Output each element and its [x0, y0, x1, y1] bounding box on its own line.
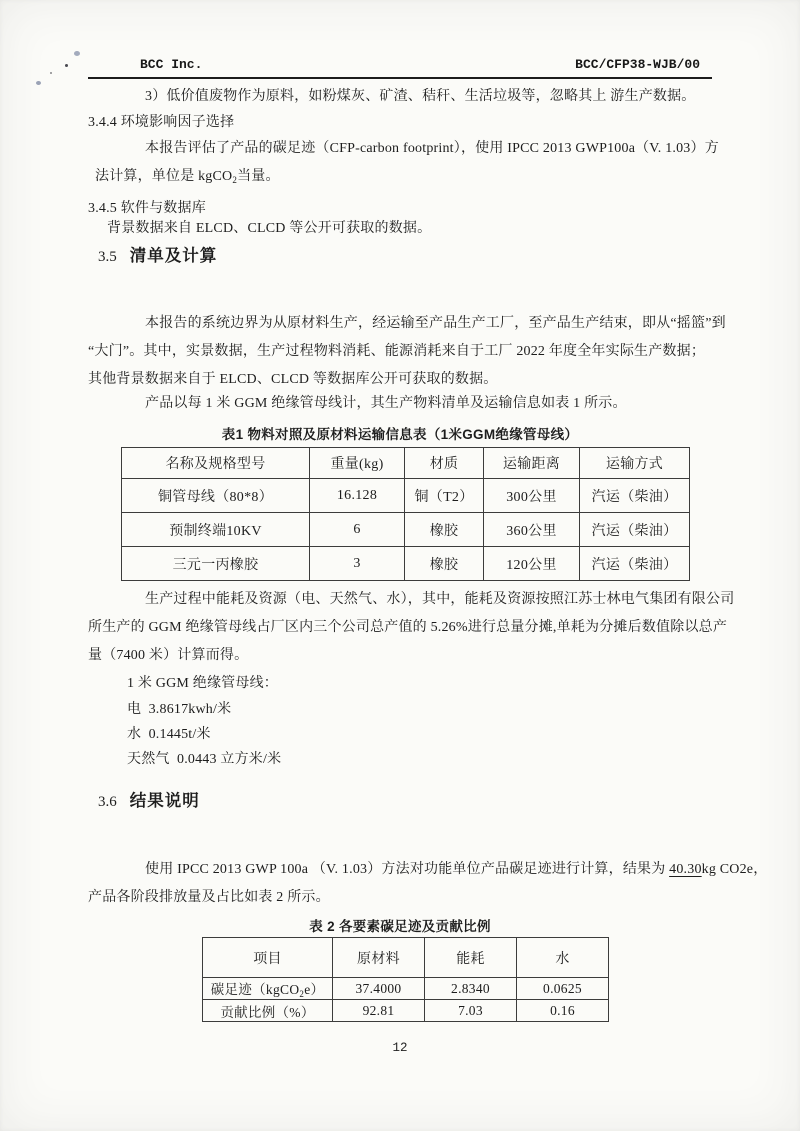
- table2-header-raw-material: 原材料: [333, 938, 425, 978]
- table-cell: 汽运（柴油）: [580, 513, 690, 547]
- table-cell: 汽运（柴油）: [580, 479, 690, 513]
- table-cell: 92.81: [333, 1000, 425, 1022]
- table-cell: 360公里: [484, 513, 580, 547]
- section-number: 3.5: [98, 249, 117, 265]
- section-35-paragraph-line1: 本报告的系统边界为从原材料生产，经运输至产品生产工厂，至产品生产结束，即从“摇篮”到: [145, 316, 726, 331]
- table-row-footprint: [203, 978, 609, 1000]
- table2-header-energy: 能耗: [425, 938, 517, 978]
- section-344-paragraph-line2: [95, 168, 280, 186]
- table-row: [122, 479, 690, 513]
- result-value-underlined: 40.30: [669, 862, 702, 877]
- table-cell: 16.128: [310, 479, 405, 513]
- electricity-line: 电 3.8617kwh/米: [127, 702, 232, 717]
- header-rule: [88, 77, 712, 79]
- section-36-heading: [98, 791, 200, 812]
- text-segment: 法计算，单位是 kgCO: [95, 169, 233, 184]
- table-cell: 6: [310, 513, 405, 547]
- table-cell: 300公里: [484, 479, 580, 513]
- text-segment: 碳足迹（kgCO: [210, 982, 300, 997]
- section-345-heading: 3.4.5 软件与数据库: [88, 201, 206, 216]
- table1-header-name: 名称及规格型号: [122, 448, 310, 479]
- table-cell: 汽运（柴油）: [580, 547, 690, 581]
- table-header-row: [203, 938, 609, 978]
- scan-speck: [50, 72, 52, 74]
- table2-header-water: 水: [517, 938, 609, 978]
- natural-gas-line: 天然气 0.0443 立方米/米: [127, 752, 282, 767]
- table-row-contribution: [203, 1000, 609, 1022]
- table-cell: 橡胶: [405, 513, 484, 547]
- table-cell: 0.16: [517, 1000, 609, 1022]
- section-36-paragraph-line2: 产品各阶段排放量及占比如表 2 所示。: [88, 890, 330, 905]
- energy-paragraph-line2: 所生产的 GGM 绝缘管母线占厂区内三个公司总产值的 5.26%进行总量分摊,单耗为分摊后数值除以总产: [88, 620, 728, 635]
- table-cell-label: 贡献比例（%）: [203, 1000, 333, 1022]
- table1-header-weight: 重量(kg): [310, 448, 405, 479]
- subscript-2: 2: [232, 175, 238, 185]
- section-title: 结果说明: [129, 792, 200, 810]
- table1-header-material: 材质: [405, 448, 484, 479]
- table-cell: 3: [310, 547, 405, 581]
- materials-transport-table: [121, 447, 690, 581]
- section-35-paragraph-line4: 产品以每 1 米 GGM 绝缘管母线计，其生产物料清单及运输信息如表 1 所示。: [145, 396, 627, 411]
- table2-header-item: 项目: [203, 938, 333, 978]
- table-cell: 预制终端10KV: [122, 513, 310, 547]
- section-36-paragraph-line1: [145, 861, 767, 879]
- energy-paragraph-line3: 量（7400 米）计算而得。: [88, 648, 249, 663]
- energy-paragraph-line1: 生产过程中能耗及资源（电、天然气、水），其中，能耗及资源按照江苏士林电气集团有限公司: [145, 592, 735, 607]
- table-cell: 铜（T2）: [405, 479, 484, 513]
- table1-header-distance: 运输距离: [484, 448, 580, 479]
- table-cell: 2.8340: [425, 978, 517, 1000]
- list-item-low-value-waste: 3）低价值废物作为原料，如粉煤灰、矿渣、秸秆、生活垃圾等，忽略其上 游生产数据。: [145, 89, 696, 104]
- unit-intro-line: 1 米 GGM 绝缘管母线：: [127, 676, 278, 691]
- section-35-paragraph-line2: “大门”。其中，实景数据，生产过程物料消耗、能源消耗来自于工厂 2022 年度全年实际生产数据；: [88, 344, 706, 359]
- table-row: [122, 513, 690, 547]
- section-345-paragraph: 背景数据来自 ELCD、CLCD 等公开可获取的数据。: [107, 221, 432, 236]
- header-doc-code: BCC/CFP38-WJB/00: [575, 57, 700, 72]
- section-344-paragraph-line1: 本报告评估了产品的碳足迹（CFP-carbon footprint），使用 IPCC 2013 GWP100a（V. 1.03）方: [145, 141, 719, 156]
- table1-caption: 表1 物料对照及原材料运输信息表（1米GGM绝缘管母线）: [221, 427, 579, 442]
- table-header-row: [122, 448, 690, 479]
- page-number: 12: [392, 1041, 408, 1055]
- footprint-contribution-table: [202, 937, 609, 1022]
- scan-speck: [36, 81, 41, 85]
- table-row: [122, 547, 690, 581]
- header-company: BCC Inc.: [140, 57, 203, 72]
- scan-speck: [74, 51, 80, 56]
- table-cell: 37.4000: [333, 978, 425, 1000]
- table1-header-mode: 运输方式: [580, 448, 690, 479]
- table-cell: 7.03: [425, 1000, 517, 1022]
- table-cell: 120公里: [484, 547, 580, 581]
- subscript-2: 2: [299, 989, 305, 999]
- table-cell: 0.0625: [517, 978, 609, 1000]
- text-segment: e）: [304, 982, 325, 997]
- water-line: 水 0.1445t/米: [127, 727, 211, 742]
- section-title: 清单及计算: [129, 247, 218, 265]
- scan-speck: [65, 64, 68, 67]
- section-35-paragraph-line3: 其他背景数据来自于 ELCD、CLCD 等数据库公开可获取的数据。: [88, 372, 498, 387]
- table-cell: 铜管母线（80*8）: [122, 479, 310, 513]
- table2-caption: 表 2 各要素碳足迹及贡献比例: [309, 919, 491, 934]
- section-344-heading: 3.4.4 环境影响因子选择: [88, 115, 235, 130]
- table-cell: 橡胶: [405, 547, 484, 581]
- section-number: 3.6: [98, 794, 117, 810]
- text-segment: kg CO2e，: [701, 862, 768, 877]
- table-cell-label: [203, 978, 333, 1000]
- text-segment: 当量。: [237, 169, 280, 184]
- text-segment: 使用 IPCC 2013 GWP 100a （V. 1.03）方法对功能单位产品碳足迹进行计算，结果为: [145, 862, 670, 877]
- section-35-heading: [98, 246, 217, 267]
- table-cell: 三元一丙橡胶: [122, 547, 310, 581]
